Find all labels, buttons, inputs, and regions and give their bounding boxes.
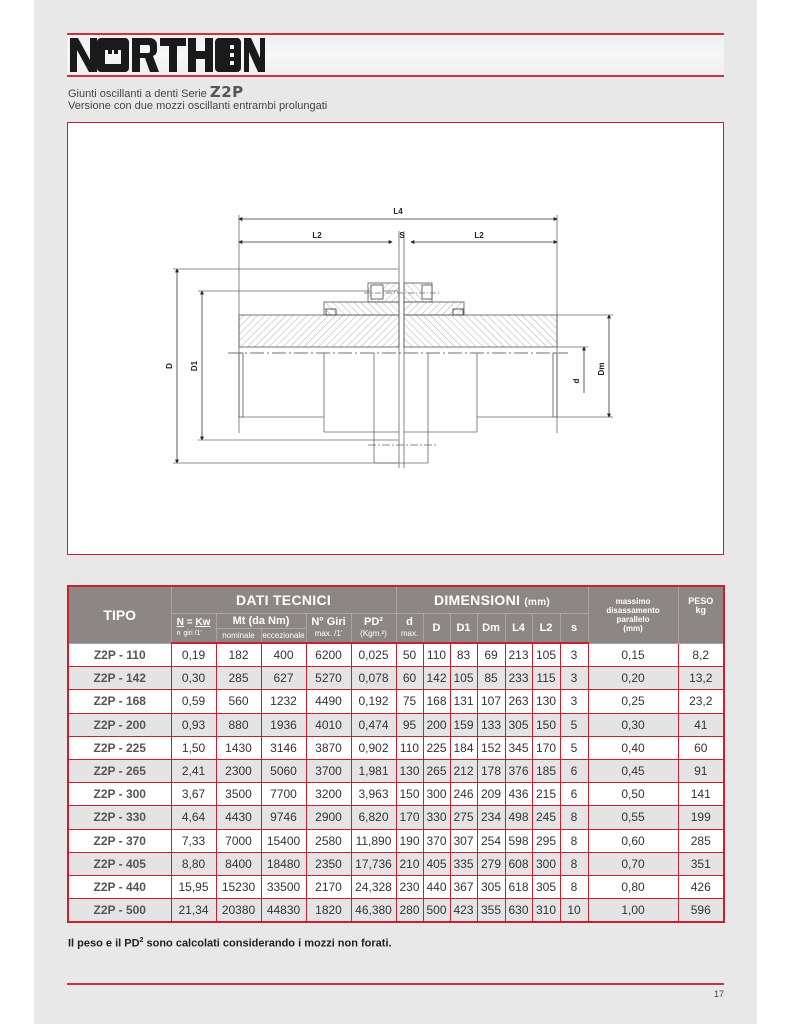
cell-peso: 41: [678, 713, 724, 736]
col-header-ngiri: [306, 614, 351, 644]
dim-label-L4: L4: [393, 207, 403, 216]
table-row: [68, 806, 724, 829]
dim-label-D1: D1: [190, 360, 199, 372]
cell-d: 170: [396, 806, 423, 829]
col-header-n-kw: N = Kw n giri /1': [171, 614, 216, 644]
dimensioni-label: DIMENSIONI: [433, 592, 521, 608]
cell-tipo: Z2P - 265: [68, 759, 171, 782]
cell-s: 8: [560, 852, 588, 875]
pd2-label: PD²: [364, 616, 383, 628]
cell-n-kw: 0,59: [171, 690, 216, 713]
cell-peso: 199: [678, 806, 724, 829]
footnote-superscript: 2: [139, 937, 144, 944]
cell-ngiri: 4490: [306, 690, 351, 713]
cell-L4: 213: [505, 643, 532, 667]
cell-tipo: Z2P - 440: [68, 875, 171, 898]
cell-mt-nominale: 3500: [216, 783, 261, 806]
footnote-text-start: Il peso e il PD: [68, 937, 140, 950]
cell-tipo: Z2P - 300: [68, 783, 171, 806]
table-row: [68, 690, 724, 713]
cell-s: 8: [560, 829, 588, 852]
cell-tipo: Z2P - 370: [68, 829, 171, 852]
massimo-line-4: (mm): [623, 623, 643, 633]
cell-d: 110: [396, 736, 423, 759]
peso-label: PESO: [688, 596, 714, 606]
table-row: [68, 643, 724, 667]
kw-numerator: Kw: [195, 616, 211, 628]
cell-s: 3: [560, 690, 588, 713]
cell-tipo: Z2P - 168: [68, 690, 171, 713]
cell-D1: 159: [450, 713, 477, 736]
cell-L2: 215: [532, 783, 560, 806]
cell-tipo: Z2P - 200: [68, 713, 171, 736]
cell-s: 6: [560, 783, 588, 806]
cell-Dm: 305: [477, 875, 505, 898]
cell-L2: 150: [532, 713, 560, 736]
cell-D: 330: [423, 806, 450, 829]
cell-ngiri: 3870: [306, 736, 351, 759]
ngiri-sub: max. /1': [314, 629, 343, 638]
cell-mt-eccezionale: 9746: [261, 806, 306, 829]
cell-d: 50: [396, 643, 423, 667]
cell-L2: 105: [532, 643, 560, 667]
cell-D: 142: [423, 667, 450, 690]
cell-Dm: 107: [477, 690, 505, 713]
cell-n-kw: 21,34: [171, 899, 216, 923]
col-header-Dm: Dm: [477, 614, 505, 644]
cell-ngiri: 4010: [306, 713, 351, 736]
n-denominator: n: [176, 629, 181, 637]
cell-tipo: Z2P - 142: [68, 667, 171, 690]
cell-n-kw: 4,64: [171, 806, 216, 829]
cell-s: 8: [560, 806, 588, 829]
cell-D1: 184: [450, 736, 477, 759]
cell-mt-eccezionale: 627: [261, 667, 306, 690]
cell-mt-eccezionale: 15400: [261, 829, 306, 852]
col-header-D1: D1: [450, 614, 477, 644]
cell-n-kw: 0,93: [171, 713, 216, 736]
col-header-pd2: [351, 614, 396, 644]
cell-s: 10: [560, 899, 588, 923]
dim-label-Dm: Dm: [597, 362, 606, 376]
kw-denominator: giri /1': [183, 629, 202, 637]
cell-L2: 130: [532, 690, 560, 713]
coupling-section-drawing: [68, 123, 723, 554]
page-number: 17: [713, 989, 724, 999]
table-row: [68, 829, 724, 852]
col-header-d: [396, 614, 423, 644]
cell-d: 60: [396, 667, 423, 690]
cell-n-kw: 7,33: [171, 829, 216, 852]
cell-d: 75: [396, 690, 423, 713]
cell-pd2: 0,078: [351, 667, 396, 690]
cell-tipo: Z2P - 110: [68, 643, 171, 667]
cell-mt-eccezionale: 33500: [261, 875, 306, 898]
technical-drawing: [67, 122, 724, 555]
cell-D1: 212: [450, 759, 477, 782]
mt-label: Mt (da Nm): [217, 614, 306, 629]
cell-mt-nominale: 15230: [216, 875, 261, 898]
table-row: [68, 899, 724, 923]
peso-unit: kg: [695, 605, 706, 615]
cell-mt-nominale: 1430: [216, 736, 261, 759]
cell-s: 5: [560, 713, 588, 736]
cell-s: 5: [560, 736, 588, 759]
cell-Dm: 209: [477, 783, 505, 806]
cell-D: 500: [423, 899, 450, 923]
cell-D1: 131: [450, 690, 477, 713]
cell-peso: 285: [678, 829, 724, 852]
cell-pd2: 17,736: [351, 852, 396, 875]
cell-peso: 426: [678, 875, 724, 898]
cell-peso: 8,2: [678, 643, 724, 667]
cell-ngiri: 1820: [306, 899, 351, 923]
cell-peso: 141: [678, 783, 724, 806]
cell-tipo: Z2P - 405: [68, 852, 171, 875]
cell-D1: 105: [450, 667, 477, 690]
cell-mt-nominale: 880: [216, 713, 261, 736]
table-row: [68, 736, 724, 759]
dim-label-L2-right: L2: [474, 231, 484, 240]
cell-peso: 23,2: [678, 690, 724, 713]
cell-L4: 498: [505, 806, 532, 829]
cell-L4: 630: [505, 899, 532, 923]
cell-d: 130: [396, 759, 423, 782]
cell-L4: 263: [505, 690, 532, 713]
cell-massimo-disassamento: 0,70: [588, 852, 678, 875]
cell-mt-nominale: 2300: [216, 759, 261, 782]
cell-mt-nominale: 285: [216, 667, 261, 690]
dim-label-L2-left: L2: [312, 231, 322, 240]
d-label: d: [406, 616, 413, 628]
cell-massimo-disassamento: 0,30: [588, 713, 678, 736]
cell-d: 230: [396, 875, 423, 898]
cell-L2: 115: [532, 667, 560, 690]
subtitle-prefix: Giunti oscillanti a denti Serie: [68, 88, 207, 100]
cell-D1: 307: [450, 829, 477, 852]
table-row: [68, 783, 724, 806]
cell-massimo-disassamento: 0,20: [588, 667, 678, 690]
cell-mt-nominale: 560: [216, 690, 261, 713]
table-row: [68, 713, 724, 736]
cell-mt-nominale: 7000: [216, 829, 261, 852]
cell-L2: 245: [532, 806, 560, 829]
cell-n-kw: 15,95: [171, 875, 216, 898]
cell-massimo-disassamento: 0,80: [588, 875, 678, 898]
cell-massimo-disassamento: 0,40: [588, 736, 678, 759]
col-header-peso: [678, 586, 724, 643]
cell-massimo-disassamento: 0,50: [588, 783, 678, 806]
cell-mt-eccezionale: 7700: [261, 783, 306, 806]
cell-ngiri: 6200: [306, 643, 351, 667]
cell-peso: 60: [678, 736, 724, 759]
cell-peso: 596: [678, 899, 724, 923]
cell-mt-nominale: 4430: [216, 806, 261, 829]
massimo-line-1: massimo: [615, 596, 651, 606]
cell-mt-eccezionale: 400: [261, 643, 306, 667]
cell-D1: 246: [450, 783, 477, 806]
cell-L4: 598: [505, 829, 532, 852]
cell-pd2: 0,474: [351, 713, 396, 736]
cell-pd2: 1,981: [351, 759, 396, 782]
massimo-line-2: disassamento: [606, 605, 660, 615]
cell-L4: 233: [505, 667, 532, 690]
cell-D: 300: [423, 783, 450, 806]
cell-pd2: 6,820: [351, 806, 396, 829]
dimensioni-unit: (mm): [524, 597, 551, 608]
cell-pd2: 3,963: [351, 783, 396, 806]
header-top-rule: [67, 33, 724, 35]
cell-Dm: 85: [477, 667, 505, 690]
cell-n-kw: 3,67: [171, 783, 216, 806]
cell-massimo-disassamento: 0,55: [588, 806, 678, 829]
cell-L4: 608: [505, 852, 532, 875]
cell-D: 110: [423, 643, 450, 667]
cell-ngiri: 3700: [306, 759, 351, 782]
cell-L2: 295: [532, 829, 560, 852]
cell-pd2: 0,192: [351, 690, 396, 713]
cell-n-kw: 0,30: [171, 667, 216, 690]
cell-mt-nominale: 8400: [216, 852, 261, 875]
cell-Dm: 279: [477, 852, 505, 875]
cell-D: 225: [423, 736, 450, 759]
cell-Dm: 355: [477, 899, 505, 923]
cell-massimo-disassamento: 0,45: [588, 759, 678, 782]
cell-mt-eccezionale: 1232: [261, 690, 306, 713]
cell-s: 3: [560, 643, 588, 667]
series-code: Z2P: [209, 83, 244, 101]
cell-peso: 351: [678, 852, 724, 875]
cell-D: 168: [423, 690, 450, 713]
d-sub: max.: [400, 629, 419, 638]
cell-s: 6: [560, 759, 588, 782]
cell-n-kw: 2,41: [171, 759, 216, 782]
col-header-massimo-disassamento: [588, 586, 678, 643]
cell-massimo-disassamento: 1,00: [588, 899, 678, 923]
cell-mt-nominale: 20380: [216, 899, 261, 923]
cell-L2: 305: [532, 875, 560, 898]
table-row: [68, 759, 724, 782]
table-body: [68, 643, 724, 922]
cell-L2: 310: [532, 899, 560, 923]
footnote-text-end: sono calcolati considerando i mozzi non forati.: [143, 937, 392, 950]
massimo-line-3: parallelo: [616, 614, 650, 624]
table-row: [68, 852, 724, 875]
table-row: [68, 875, 724, 898]
cell-ngiri: 5270: [306, 667, 351, 690]
mt-nominale: nominale: [217, 629, 262, 642]
col-header-s: s: [560, 614, 588, 644]
cell-D1: 367: [450, 875, 477, 898]
cell-L2: 300: [532, 852, 560, 875]
cell-massimo-disassamento: 0,25: [588, 690, 678, 713]
cell-Dm: 133: [477, 713, 505, 736]
cell-tipo: Z2P - 500: [68, 899, 171, 923]
cell-s: 3: [560, 667, 588, 690]
cell-mt-eccezionale: 3146: [261, 736, 306, 759]
col-header-L4: L4: [505, 614, 532, 644]
cell-Dm: 178: [477, 759, 505, 782]
cell-pd2: 24,328: [351, 875, 396, 898]
cell-d: 280: [396, 899, 423, 923]
cell-Dm: 69: [477, 643, 505, 667]
cell-tipo: Z2P - 330: [68, 806, 171, 829]
cell-Dm: 152: [477, 736, 505, 759]
cell-L2: 185: [532, 759, 560, 782]
cell-mt-eccezionale: 5060: [261, 759, 306, 782]
cell-ngiri: 2170: [306, 875, 351, 898]
cell-D: 405: [423, 852, 450, 875]
cell-D: 200: [423, 713, 450, 736]
col-header-L2: L2: [532, 614, 560, 644]
cell-n-kw: 8,80: [171, 852, 216, 875]
cell-D: 440: [423, 875, 450, 898]
cell-mt-nominale: 182: [216, 643, 261, 667]
footer-rule: [67, 983, 724, 985]
cell-pd2: 0,025: [351, 643, 396, 667]
cell-L4: 345: [505, 736, 532, 759]
cell-tipo: Z2P - 225: [68, 736, 171, 759]
cell-ngiri: 2350: [306, 852, 351, 875]
cell-mt-eccezionale: 1936: [261, 713, 306, 736]
mt-eccezionale: eccezionale: [262, 631, 305, 640]
ngiri-label: N° Giri: [311, 616, 346, 628]
cell-massimo-disassamento: 0,15: [588, 643, 678, 667]
col-header-tipo: TIPO: [68, 586, 171, 643]
cell-D1: 83: [450, 643, 477, 667]
cell-L4: 436: [505, 783, 532, 806]
pd2-sub: (Kgm.²): [360, 629, 387, 638]
dim-label-d: d: [572, 378, 581, 384]
cell-mt-eccezionale: 18480: [261, 852, 306, 875]
cell-ngiri: 3200: [306, 783, 351, 806]
cell-pd2: 46,380: [351, 899, 396, 923]
col-header-D: D: [423, 614, 450, 644]
cell-d: 150: [396, 783, 423, 806]
cell-pd2: 11,890: [351, 829, 396, 852]
col-group-dati-tecnici: DATI TECNICI: [171, 586, 396, 614]
cell-D: 370: [423, 829, 450, 852]
cell-n-kw: 0,19: [171, 643, 216, 667]
cell-L2: 170: [532, 736, 560, 759]
cell-massimo-disassamento: 0,60: [588, 829, 678, 852]
subtitle-version: Versione con due mozzi oscillanti entrambi prolungati: [68, 100, 328, 112]
cell-pd2: 0,902: [351, 736, 396, 759]
col-group-dimensioni: [396, 586, 588, 614]
cell-L4: 376: [505, 759, 532, 782]
col-header-mt: [216, 614, 306, 644]
cell-peso: 13,2: [678, 667, 724, 690]
subtitle-series: [68, 83, 244, 101]
dim-label-S: S: [399, 231, 405, 240]
table-row: [68, 667, 724, 690]
cell-L4: 305: [505, 713, 532, 736]
cell-s: 8: [560, 875, 588, 898]
cell-Dm: 234: [477, 806, 505, 829]
cell-D: 265: [423, 759, 450, 782]
specifications-table: [67, 585, 725, 923]
cell-d: 95: [396, 713, 423, 736]
cell-D1: 275: [450, 806, 477, 829]
cell-peso: 91: [678, 759, 724, 782]
cell-D1: 335: [450, 852, 477, 875]
cell-ngiri: 2900: [306, 806, 351, 829]
northon-logo: [70, 36, 265, 79]
cell-L4: 618: [505, 875, 532, 898]
n-numerator: N: [176, 616, 184, 628]
cell-D1: 423: [450, 899, 477, 923]
cell-d: 190: [396, 829, 423, 852]
dim-label-D: D: [165, 363, 174, 369]
footnote: [68, 937, 392, 950]
cell-ngiri: 2580: [306, 829, 351, 852]
cell-n-kw: 1,50: [171, 736, 216, 759]
cell-mt-eccezionale: 44830: [261, 899, 306, 923]
cell-d: 210: [396, 852, 423, 875]
cell-Dm: 254: [477, 829, 505, 852]
